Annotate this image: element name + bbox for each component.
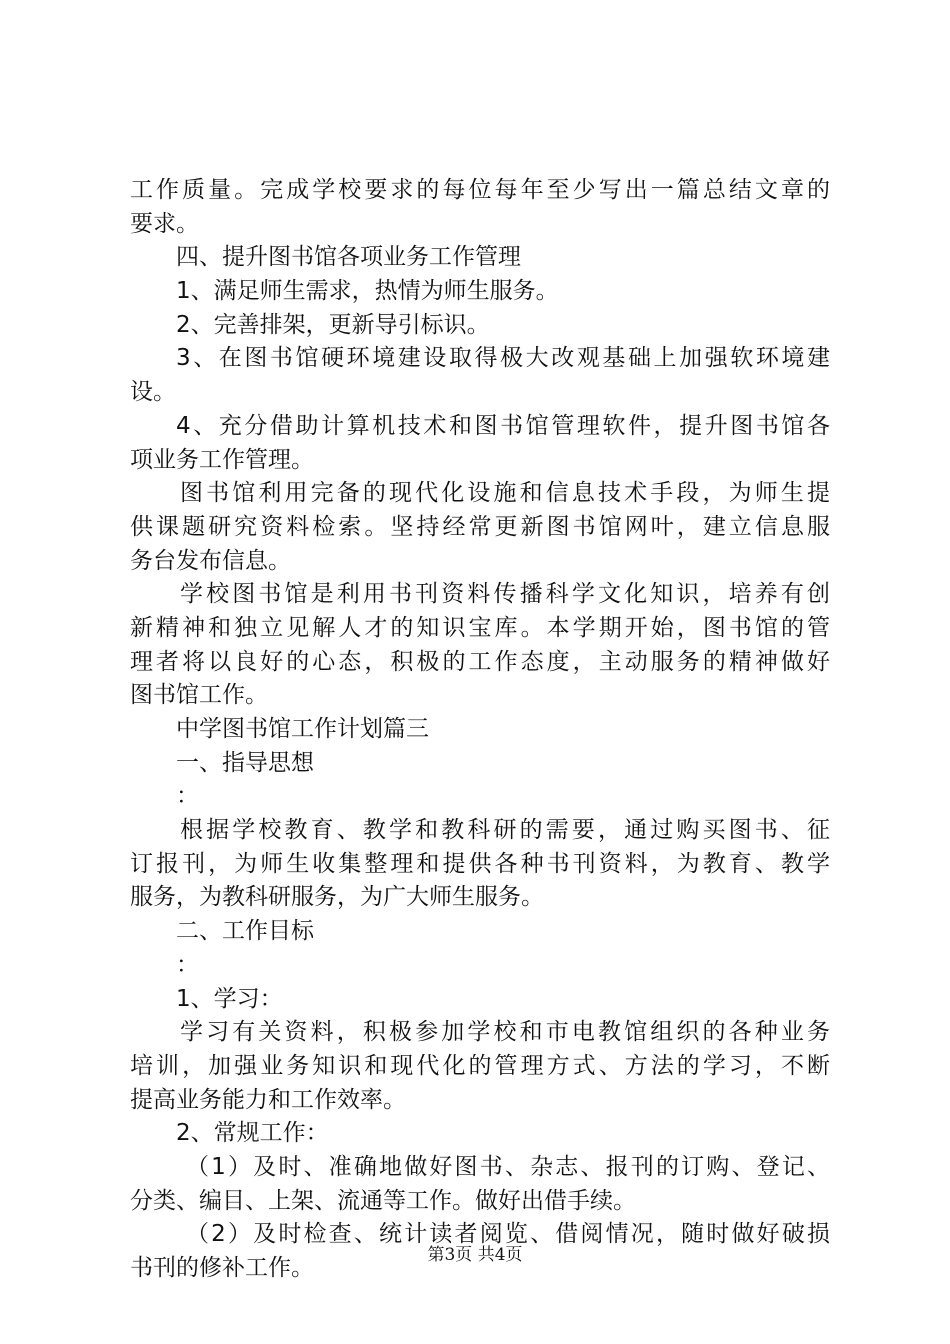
paragraph-line: 新精神和独立见解人才的知识宝库。本学期开始，图书馆的管 xyxy=(130,614,830,641)
paragraph-line: 务台发布信息。 xyxy=(130,547,291,574)
paragraph-line: 根据学校教育、教学和教科研的需要，通过购买图书、征 xyxy=(180,817,830,844)
list-item: 1、学习： xyxy=(176,985,283,1012)
page-number: 第3页 共4页 xyxy=(427,1245,523,1265)
paragraph-line: 订报刊，为师生收集整理和提供各种书刊资料，为教育、教学 xyxy=(130,850,830,877)
colon-line: ： xyxy=(176,951,199,978)
list-item: 4、充分借助计算机技术和图书馆管理软件，提升图书馆各 xyxy=(176,412,830,439)
list-item: （2）及时检查、统计读者阅览、借阅情况，随时做好破损 xyxy=(186,1221,830,1248)
paragraph-line: 图书馆利用完备的现代化设施和信息技术手段，为师生提 xyxy=(180,480,830,507)
paragraph-line: 供课题研究资料检索。坚持经常更新图书馆网叶，建立信息服 xyxy=(130,513,830,540)
list-item: 2、常规工作： xyxy=(176,1120,329,1147)
paragraph-line: 学校图书馆是利用书刊资料传播科学文化知识，培养有创 xyxy=(180,581,830,608)
paragraph-line: 图书馆工作。 xyxy=(130,682,268,709)
section-heading: 二、工作目标 xyxy=(176,918,314,945)
section-title: 中学图书馆工作计划篇三 xyxy=(176,716,429,742)
list-item: 3、在图书馆硬环境建设取得极大改观基础上加强软环境建 xyxy=(176,345,830,372)
paragraph-line: 分类、编目、上架、流通等工作。做好出借手续。 xyxy=(130,1187,636,1214)
paragraph-line: 书刊的修补工作。 xyxy=(130,1255,314,1281)
paragraph-line: 服务，为教科研服务，为广大师生服务。 xyxy=(130,884,544,911)
paragraph-line: 培训，加强业务知识和现代化的管理方式、方法的学习，不断 xyxy=(130,1052,830,1079)
section-heading: 四、提升图书馆各项业务工作管理 xyxy=(176,244,521,271)
list-item: 1、满足师生需求，热情为师生服务。 xyxy=(176,278,559,305)
paragraph-line: 提高业务能力和工作效率。 xyxy=(130,1086,406,1113)
list-item: （1）及时、准确地做好图书、杂志、报刊的订购、登记、 xyxy=(186,1153,830,1180)
colon-line: ： xyxy=(176,783,199,810)
text-line: 项业务工作管理。 xyxy=(130,446,314,473)
text-line: 设。 xyxy=(130,379,176,406)
section-heading: 一、指导思想 xyxy=(176,749,314,776)
paragraph-line: 学习有关资料，积极参加学校和市电教馆组织的各种业务 xyxy=(180,1019,830,1046)
paragraph-line: 理者将以良好的心态，积极的工作态度，主动服务的精神做好 xyxy=(130,648,830,675)
text-line: 工作质量。完成学校要求的每位每年至少写出一篇总结文章的 xyxy=(130,177,830,203)
document-body xyxy=(130,174,830,1286)
list-item: 2、完善排架，更新导引标识。 xyxy=(176,311,490,338)
text-line: 要求。 xyxy=(130,210,199,237)
